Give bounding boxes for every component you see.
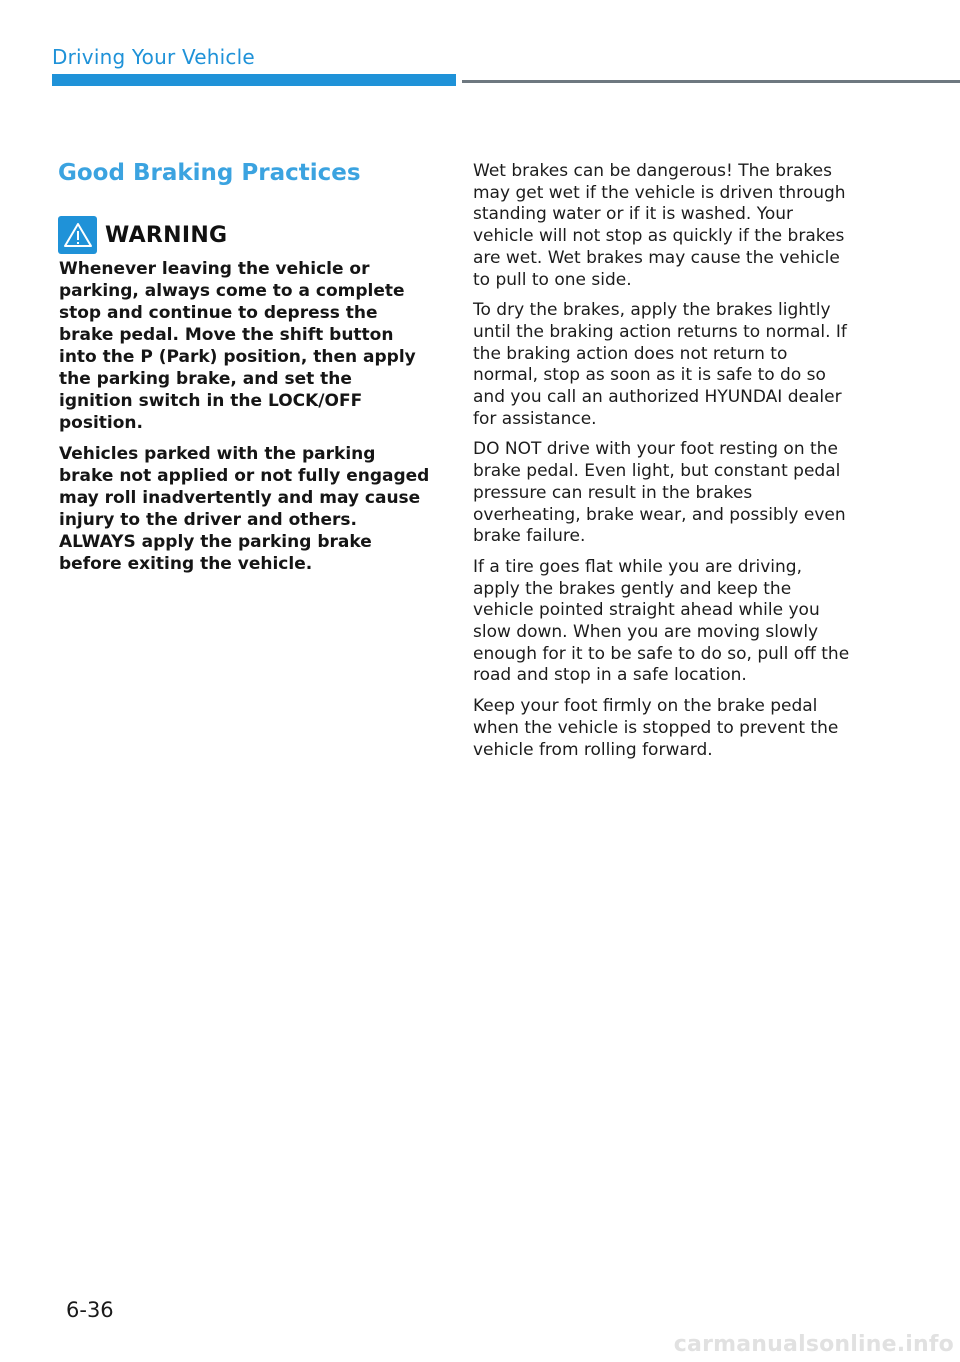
watermark: carmanualsonline.info bbox=[673, 1332, 954, 1357]
warning-label: WARNING bbox=[105, 222, 228, 248]
body-paragraph: Keep your foot firmly on the brake pedal when the vehicle is stopped to prevent the vehicle from rolling forward. bbox=[473, 696, 839, 760]
chapter-title: Driving Your Vehicle bbox=[52, 45, 255, 69]
body-text-column bbox=[473, 161, 853, 770]
warning-text-column bbox=[59, 258, 431, 584]
warning-paragraph: Whenever leaving the vehicle or parking, always come to a complete stop and continue to depress the brake pedal. Move the shift button into the P (Park) position, then apply the parking brake, and set the ignition switch in the LOCK/OFF position. bbox=[59, 259, 416, 433]
warning-header bbox=[58, 216, 227, 254]
body-paragraph: Wet brakes can be dangerous! The brakes may get wet if the vehicle is driven through standing water or if it is washed. Your vehicle will not stop as quickly if the brakes are wet. Wet brakes may cause the vehicle to pull to one side. bbox=[473, 161, 846, 290]
body-paragraph: To dry the brakes, apply the brakes lightly until the braking action returns to normal. If the braking action does not return to normal, stop as soon as it is safe to do so and you call an authorized HYUNDAI dealer for assistance. bbox=[473, 300, 847, 429]
body-paragraph: DO NOT drive with your foot resting on the brake pedal. Even light, but constant pedal pressure can result in the brakes overheating, brake wear, and possibly even brake failure. bbox=[473, 439, 846, 547]
section-heading: Good Braking Practices bbox=[58, 160, 361, 186]
warning-paragraph: Vehicles parked with the parking brake not applied or not fully engaged may roll inadvertently and may cause injury to the driver and others. ALWAYS apply the parking brake before exiting the vehicle. bbox=[59, 444, 430, 574]
page-number: 6-36 bbox=[66, 1298, 114, 1322]
warning-triangle-icon bbox=[58, 216, 97, 254]
body-paragraph: If a tire goes flat while you are driving, apply the brakes gently and keep the vehicle pointed straight ahead while you slow down. When you are moving slowly enough for it to be safe to do so, pull off the road and stop in a safe location. bbox=[473, 556, 850, 686]
header-divider-line bbox=[462, 80, 960, 83]
header-accent-bar bbox=[52, 74, 456, 86]
